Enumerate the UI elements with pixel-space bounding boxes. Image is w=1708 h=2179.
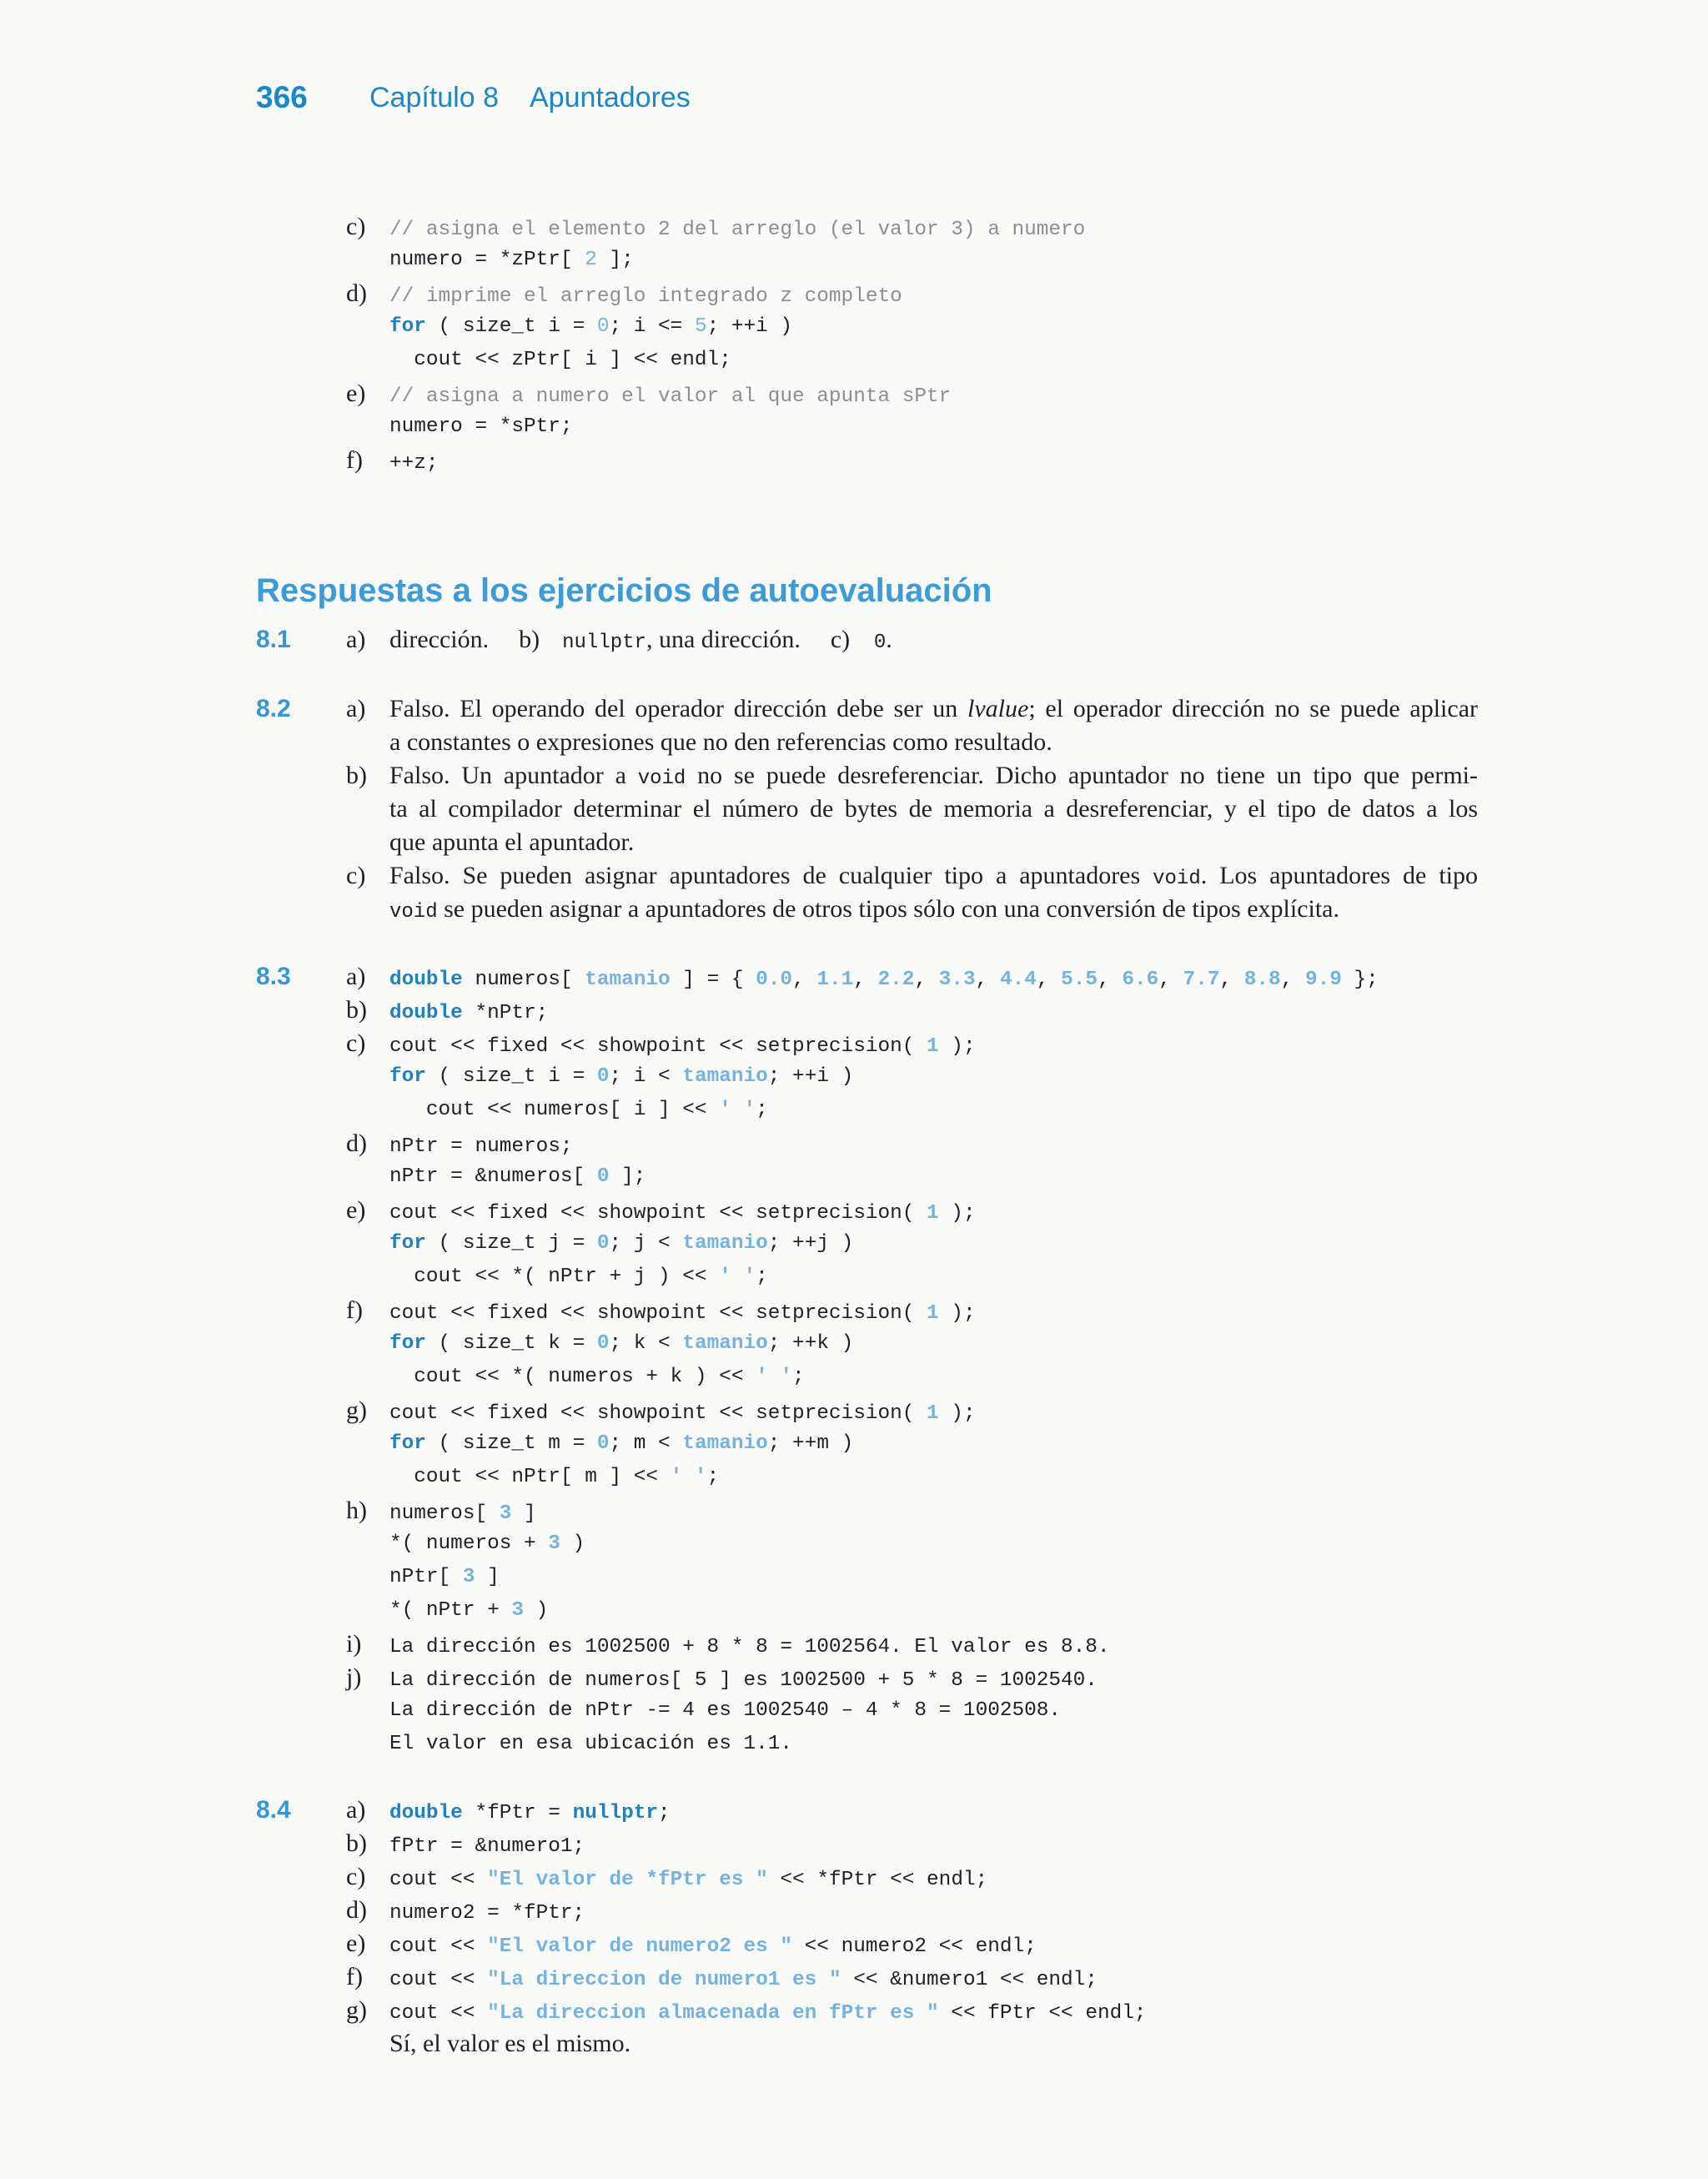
content-line bbox=[346, 1927, 1507, 1960]
item-label: h) bbox=[346, 1497, 367, 1524]
prose-text: . Los apuntadores de tipo bbox=[1200, 862, 1478, 889]
code-line bbox=[389, 1594, 548, 1628]
chapter-title: Apuntadores bbox=[530, 82, 691, 113]
item-label: e) bbox=[346, 380, 366, 407]
literal-token: ' ' bbox=[670, 1466, 707, 1488]
answer-lines bbox=[346, 1794, 1507, 2061]
code-line bbox=[389, 380, 951, 414]
literal-token: ' ' bbox=[719, 1266, 756, 1288]
answer-number: 8.4 bbox=[256, 1796, 291, 1824]
prose-text: ; el operador dirección no se puede aplicar bbox=[1028, 695, 1478, 722]
keyword-token: nullptr bbox=[572, 1802, 659, 1824]
keyword-token: double bbox=[389, 1802, 463, 1824]
code-text: ); bbox=[938, 1035, 976, 1058]
code-line bbox=[389, 1930, 1037, 1964]
literal-token: 2.2 bbox=[877, 969, 915, 991]
prose-text: no se puede desreferenciar. Dicho apuntador no tiene un tipo que permi- bbox=[686, 762, 1478, 789]
code-line bbox=[389, 1694, 1061, 1728]
literal-token: 0 bbox=[596, 1165, 610, 1188]
code-text: ; i <= bbox=[609, 315, 695, 338]
code-line bbox=[389, 1964, 1098, 1997]
answer-text bbox=[389, 826, 634, 859]
item-label: c) bbox=[346, 1029, 366, 1057]
code-line bbox=[389, 1728, 792, 1761]
code-text: nPtr[ bbox=[389, 1566, 463, 1588]
code-line bbox=[389, 1227, 853, 1261]
inline-code: 0 bbox=[873, 632, 887, 654]
code-comment: // imprime el arreglo integrado z completo bbox=[389, 285, 902, 308]
answer-text bbox=[874, 623, 892, 660]
code-text: ) bbox=[560, 1532, 585, 1555]
code-line bbox=[389, 1397, 976, 1431]
code-text: ) bbox=[524, 1599, 549, 1622]
content-line bbox=[346, 1027, 1507, 1060]
inline-code: nullptr bbox=[562, 632, 646, 654]
item-label: d) bbox=[346, 1896, 367, 1924]
prose-text: a constantes o expresiones que no den referencias como resultado. bbox=[389, 728, 1052, 756]
code-text: ( size_t i = bbox=[425, 315, 597, 338]
code-text: numero = *zPtr[ bbox=[389, 249, 585, 271]
number-literal: 0 bbox=[596, 315, 610, 338]
answer-lines bbox=[346, 960, 1507, 1761]
content-line bbox=[346, 1728, 1507, 1761]
literal-token: 3 bbox=[462, 1566, 475, 1588]
chapter-label: Capítulo 8 bbox=[369, 82, 499, 113]
keyword-token: for bbox=[389, 1432, 426, 1455]
code-text: cout << bbox=[389, 1969, 488, 1991]
literal-token: tamanio bbox=[682, 1332, 768, 1355]
item-label: c) bbox=[346, 213, 366, 240]
literal-token: 1 bbox=[927, 1035, 939, 1058]
prose-text: que apunta el apuntador. bbox=[389, 828, 635, 856]
content-line bbox=[346, 1628, 1507, 1661]
code-line bbox=[389, 1864, 987, 1897]
answer-8-1 bbox=[256, 623, 1507, 657]
code-text: ); bbox=[938, 1402, 976, 1425]
content-line bbox=[346, 2027, 1507, 2061]
code-text: ; ++i ) bbox=[706, 315, 793, 338]
content-line bbox=[346, 377, 1507, 410]
literal-token: 4.4 bbox=[999, 969, 1037, 991]
code-text: cout << bbox=[389, 1869, 488, 1891]
code-text: ; m < bbox=[609, 1432, 683, 1455]
code-text: ] bbox=[475, 1566, 500, 1588]
code-text: ; ++j ) bbox=[767, 1232, 854, 1255]
answer-text bbox=[389, 726, 1052, 759]
code-line bbox=[389, 1130, 573, 1164]
exercise-lines bbox=[346, 210, 1507, 477]
item-label: j) bbox=[346, 1663, 362, 1691]
code-line bbox=[389, 447, 439, 481]
code-line bbox=[389, 1830, 585, 1864]
literal-token: 0 bbox=[596, 1065, 610, 1088]
code-text: }; bbox=[1341, 969, 1379, 991]
code-text: << fPtr << endl; bbox=[938, 2002, 1147, 2025]
code-text: ( size_t i = bbox=[425, 1065, 597, 1088]
code-text: ; ++m ) bbox=[767, 1432, 854, 1455]
content-line bbox=[346, 1461, 1507, 1494]
literal-token: tamanio bbox=[682, 1065, 768, 1088]
content-line bbox=[346, 1860, 1507, 1894]
literal-token: 0 bbox=[596, 1432, 610, 1455]
code-text: cout << zPtr[ i ] << endl; bbox=[389, 349, 731, 371]
code-text: ); bbox=[938, 1302, 976, 1325]
literal-token: 1.1 bbox=[816, 969, 854, 991]
content-line bbox=[346, 859, 1507, 893]
code-text: numeros[ bbox=[389, 1502, 500, 1525]
code-text: El valor en esa ubicación es 1.1. bbox=[389, 1733, 793, 1755]
code-text: ]; bbox=[609, 1165, 646, 1188]
code-text: ; bbox=[658, 1802, 671, 1824]
content-line bbox=[346, 1494, 1507, 1527]
code-text: nPtr = numeros; bbox=[389, 1135, 573, 1158]
content-line bbox=[346, 1894, 1507, 1927]
inline-code: void bbox=[637, 767, 686, 790]
code-text: ]; bbox=[596, 249, 634, 271]
item-label: b) bbox=[519, 626, 540, 653]
content-line bbox=[346, 1994, 1507, 2027]
prose-text: Sí, el valor es el mismo. bbox=[389, 2030, 631, 2057]
code-text: << *fPtr << endl; bbox=[767, 1869, 988, 1891]
answer-lines bbox=[346, 692, 1507, 926]
code-line bbox=[389, 1461, 719, 1494]
item-label: c) bbox=[830, 626, 851, 653]
code-line bbox=[389, 1997, 1147, 2031]
code-text: cout << bbox=[389, 2002, 488, 2025]
code-line bbox=[389, 1897, 585, 1930]
code-text: cout << *( numeros + k ) << bbox=[389, 1366, 756, 1388]
code-line bbox=[389, 280, 902, 314]
prose-text: dirección. bbox=[389, 626, 490, 653]
answer-part bbox=[831, 623, 892, 661]
item-label: i) bbox=[346, 1630, 362, 1658]
code-text: ; bbox=[792, 1366, 805, 1388]
prose-text: Falso. Se pueden asignar apuntadores de cualquier tipo a apuntadores bbox=[389, 862, 1153, 889]
code-text: ; j < bbox=[609, 1232, 683, 1255]
code-text: numero = *sPtr; bbox=[389, 415, 573, 438]
content-line bbox=[346, 1261, 1507, 1294]
content-line bbox=[346, 1827, 1507, 1860]
code-text: cout << fixed << showpoint << setprecision( bbox=[389, 1302, 927, 1325]
keyword-token: for bbox=[389, 315, 426, 338]
prose-text: , una dirección. bbox=[646, 626, 801, 653]
code-line bbox=[389, 214, 1085, 247]
code-comment: // asigna el elemento 2 del arreglo (el valor 3) a numero bbox=[389, 219, 1086, 241]
content-line bbox=[346, 893, 1507, 926]
inline-code: void bbox=[389, 901, 438, 923]
code-text: ( size_t j = bbox=[425, 1232, 597, 1255]
code-text: La dirección de numeros[ 5 ] es 1002500 + 5 * 8 = 1002540. bbox=[389, 1669, 1098, 1692]
literal-token: 1 bbox=[927, 1402, 939, 1425]
code-line bbox=[389, 1561, 500, 1594]
code-line bbox=[389, 1030, 976, 1064]
content-line bbox=[346, 277, 1507, 310]
code-text: ; bbox=[756, 1266, 768, 1288]
answer-text bbox=[389, 859, 1478, 896]
item-label: d) bbox=[346, 279, 367, 307]
item-label: f) bbox=[346, 446, 363, 474]
code-line bbox=[389, 1427, 853, 1461]
content-line bbox=[346, 1794, 1507, 1827]
code-line bbox=[389, 1497, 536, 1531]
item-label: b) bbox=[346, 762, 367, 789]
content-line bbox=[346, 1561, 1507, 1594]
code-text: nPtr = &numeros[ bbox=[389, 1165, 597, 1188]
code-text: << &numero1 << endl; bbox=[841, 1969, 1098, 1991]
code-text: , bbox=[1036, 969, 1062, 991]
code-text: ; k < bbox=[609, 1332, 683, 1355]
content-line bbox=[346, 1527, 1507, 1561]
content-line bbox=[346, 1127, 1507, 1160]
code-text: cout << numeros[ i ] << bbox=[389, 1099, 720, 1121]
answer-text bbox=[562, 623, 801, 660]
code-text: , bbox=[853, 969, 878, 991]
content-line bbox=[346, 793, 1507, 826]
code-line bbox=[389, 1060, 853, 1094]
content-line bbox=[346, 1361, 1507, 1394]
content-line bbox=[346, 994, 1507, 1027]
literal-token: "La direccion almacenada en fPtr es " bbox=[487, 2002, 939, 2025]
keyword-token: for bbox=[389, 1332, 426, 1355]
italic-term: lvalue bbox=[967, 695, 1029, 722]
item-label: c) bbox=[346, 1863, 366, 1890]
code-text: , bbox=[1219, 969, 1244, 991]
code-text: ( size_t m = bbox=[425, 1432, 597, 1455]
code-line bbox=[389, 1361, 805, 1394]
code-text: cout << bbox=[389, 1935, 488, 1958]
literal-token: 3 bbox=[511, 1599, 525, 1622]
literal-token: 3 bbox=[499, 1502, 512, 1525]
content-line bbox=[346, 1094, 1507, 1127]
code-line bbox=[389, 964, 1379, 997]
literal-token: ' ' bbox=[719, 1099, 756, 1121]
content-line bbox=[346, 1060, 1507, 1094]
code-line bbox=[389, 1197, 976, 1230]
code-line bbox=[389, 1297, 976, 1331]
literal-token: 5.5 bbox=[1061, 969, 1098, 991]
answer-number: 8.1 bbox=[256, 626, 291, 653]
code-text: cout << fixed << showpoint << setprecision( bbox=[389, 1202, 927, 1225]
code-text: ++z; bbox=[389, 452, 439, 475]
code-text: , bbox=[975, 969, 1000, 991]
literal-token: 0.0 bbox=[756, 969, 793, 991]
exercise-continuation bbox=[256, 210, 1507, 477]
content-line bbox=[346, 1427, 1507, 1461]
code-line bbox=[389, 1664, 1098, 1698]
literal-token: 3 bbox=[548, 1532, 560, 1555]
answer-text bbox=[389, 692, 1478, 726]
code-text: , bbox=[1158, 969, 1183, 991]
code-text: , bbox=[792, 969, 817, 991]
code-text: ] = { bbox=[670, 969, 756, 991]
code-line bbox=[389, 244, 634, 277]
code-line bbox=[389, 1631, 1110, 1664]
page-header bbox=[256, 77, 840, 118]
item-label: d) bbox=[346, 1130, 367, 1157]
literal-token: 7.7 bbox=[1183, 969, 1220, 991]
code-line bbox=[389, 1094, 768, 1127]
literal-token: 1 bbox=[927, 1202, 939, 1225]
code-line bbox=[389, 1797, 671, 1830]
code-text: cout << nPtr[ m ] << bbox=[389, 1466, 671, 1488]
literal-token: "La direccion de numero1 es " bbox=[487, 1969, 841, 1991]
prose-text: Falso. Un apuntador a bbox=[389, 762, 638, 789]
code-line bbox=[389, 1527, 585, 1561]
code-text: ( size_t k = bbox=[425, 1332, 597, 1355]
code-text: cout << *( nPtr + j ) << bbox=[389, 1266, 720, 1288]
content-line bbox=[346, 826, 1507, 859]
code-text: *nPtr; bbox=[462, 1002, 549, 1024]
literal-token: tamanio bbox=[682, 1232, 768, 1255]
content-line bbox=[346, 1227, 1507, 1261]
answer-text bbox=[389, 759, 1478, 796]
item-label: f) bbox=[346, 1296, 363, 1324]
code-line bbox=[389, 997, 548, 1030]
literal-token: ' ' bbox=[756, 1366, 793, 1388]
content-line bbox=[346, 344, 1507, 377]
code-text: ; ++k ) bbox=[767, 1332, 854, 1355]
code-text: *( nPtr + bbox=[389, 1599, 512, 1622]
code-text: , bbox=[1098, 969, 1123, 991]
item-label: a) bbox=[346, 1796, 366, 1824]
answer-text bbox=[389, 793, 1478, 826]
answer-part bbox=[519, 623, 801, 661]
code-text: numeros[ bbox=[462, 969, 585, 991]
answer-lines bbox=[346, 623, 1507, 657]
content-line bbox=[346, 1694, 1507, 1728]
literal-token: 8.8 bbox=[1243, 969, 1281, 991]
code-line bbox=[389, 1327, 853, 1361]
content-line bbox=[346, 1594, 1507, 1628]
content-line bbox=[346, 410, 1507, 444]
answer-number: 8.3 bbox=[256, 963, 291, 990]
item-label: b) bbox=[346, 1829, 367, 1857]
content-line bbox=[346, 1160, 1507, 1194]
literal-token: tamanio bbox=[682, 1432, 768, 1455]
keyword-token: for bbox=[389, 1232, 426, 1255]
literal-token: 0 bbox=[596, 1332, 610, 1355]
page-number: 366 bbox=[256, 80, 308, 114]
content-line bbox=[346, 1294, 1507, 1327]
code-text: numero2 = *fPtr; bbox=[389, 1902, 585, 1925]
item-label: a) bbox=[346, 626, 366, 653]
answer-number: 8.2 bbox=[256, 695, 291, 722]
item-label: e) bbox=[346, 1930, 366, 1957]
code-text: cout << fixed << showpoint << setprecision( bbox=[389, 1035, 927, 1058]
code-text: << numero2 << endl; bbox=[792, 1935, 1037, 1958]
keyword-token: for bbox=[389, 1065, 426, 1088]
code-text: ); bbox=[938, 1202, 976, 1225]
literal-token: tamanio bbox=[585, 969, 671, 991]
code-text: , bbox=[914, 969, 939, 991]
content-line bbox=[346, 1194, 1507, 1227]
answer-8-3 bbox=[256, 960, 1507, 1761]
code-text: ; bbox=[706, 1466, 720, 1488]
code-line bbox=[389, 1261, 768, 1294]
content-line bbox=[346, 759, 1507, 793]
literal-token: "El valor de *fPtr es " bbox=[487, 1869, 768, 1891]
item-label: e) bbox=[346, 1196, 366, 1224]
item-label: f) bbox=[346, 1963, 363, 1990]
prose-text: . bbox=[886, 626, 892, 653]
content-line bbox=[346, 726, 1507, 759]
item-label: a) bbox=[346, 695, 366, 722]
content-line bbox=[346, 692, 1507, 726]
code-text: *( numeros + bbox=[389, 1532, 549, 1555]
item-label: g) bbox=[346, 1996, 367, 2024]
code-text: cout << fixed << showpoint << setprecision( bbox=[389, 1402, 927, 1425]
code-text: La dirección es 1002500 + 8 * 8 = 1002564. El valor es 8.8. bbox=[389, 1636, 1110, 1658]
literal-token: 3.3 bbox=[938, 969, 976, 991]
code-text: ; ++i ) bbox=[767, 1065, 854, 1088]
item-label: a) bbox=[346, 963, 366, 990]
code-text: ; bbox=[756, 1099, 768, 1121]
literal-token: 1 bbox=[927, 1302, 939, 1325]
answer-text bbox=[389, 893, 1339, 929]
code-comment: // asigna a numero el valor al que apunta sPtr bbox=[389, 385, 952, 408]
content-line bbox=[346, 210, 1507, 244]
literal-token: 9.9 bbox=[1304, 969, 1342, 991]
item-label: b) bbox=[346, 996, 367, 1024]
answer-8-4 bbox=[256, 1794, 1507, 2061]
number-literal: 2 bbox=[585, 249, 597, 271]
code-text: ; i < bbox=[609, 1065, 683, 1088]
content-line bbox=[346, 1960, 1507, 1994]
code-text: , bbox=[1280, 969, 1305, 991]
keyword-token: double bbox=[389, 969, 463, 991]
literal-token: 6.6 bbox=[1122, 969, 1159, 991]
prose-text: ta al compilador determinar el número de bytes de memoria a desreferenciar, y el tipo de datos a los bbox=[389, 795, 1478, 823]
number-literal: 5 bbox=[694, 315, 707, 338]
literal-token: 0 bbox=[596, 1232, 610, 1255]
code-text: *fPtr = bbox=[462, 1802, 573, 1824]
answer-text bbox=[389, 623, 489, 657]
item-label: c) bbox=[346, 862, 366, 889]
keyword-token: double bbox=[389, 1002, 463, 1024]
answer-part bbox=[346, 623, 489, 661]
content-line bbox=[346, 244, 1507, 277]
answer-text bbox=[389, 2027, 630, 2061]
prose-text: Falso. El operando del operador dirección debe ser un bbox=[389, 695, 968, 722]
prose-text: se pueden asignar a apuntadores de otros tipos sólo con una conversión de tipos explícita. bbox=[437, 895, 1340, 923]
content-line bbox=[346, 960, 1507, 994]
code-text: ] bbox=[511, 1502, 536, 1525]
item-label: g) bbox=[346, 1396, 367, 1424]
code-line bbox=[389, 1160, 646, 1194]
code-line bbox=[389, 410, 573, 444]
answer-8-2 bbox=[256, 692, 1507, 926]
code-text: fPtr = &numero1; bbox=[389, 1835, 585, 1858]
code-text: La dirección de nPtr -= 4 es 1002540 – 4 * 8 = 1002508. bbox=[389, 1699, 1062, 1722]
section-heading: Respuestas a los ejercicios de autoevaluación bbox=[256, 572, 992, 609]
literal-token: "El valor de numero2 es " bbox=[487, 1935, 793, 1958]
content-line bbox=[346, 444, 1507, 477]
code-line bbox=[389, 310, 792, 344]
inline-code: void bbox=[1153, 868, 1201, 890]
content-line bbox=[346, 1661, 1507, 1694]
content-line bbox=[346, 1327, 1507, 1361]
code-line bbox=[389, 344, 731, 377]
content-line bbox=[346, 623, 1507, 657]
content-line bbox=[346, 1394, 1507, 1427]
content-line bbox=[346, 310, 1507, 344]
